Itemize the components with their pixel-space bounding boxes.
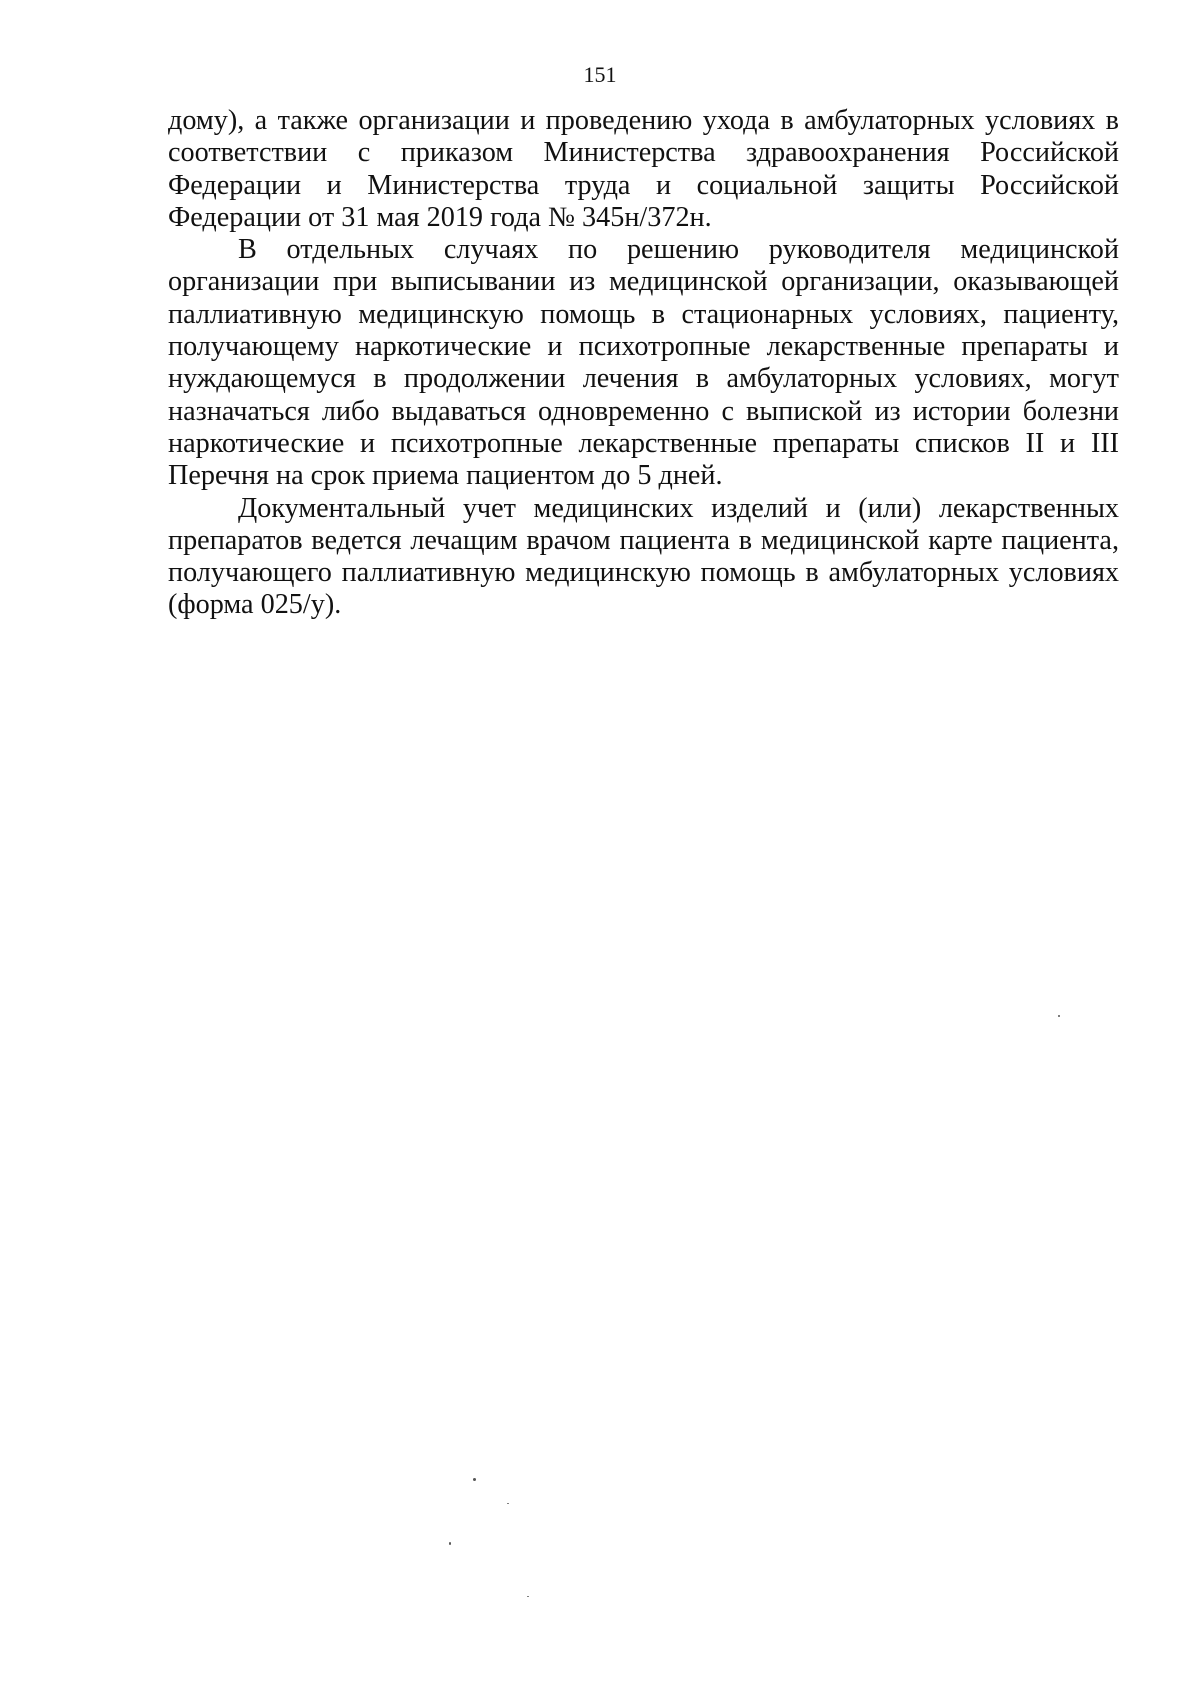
scan-speck	[527, 1596, 529, 1597]
paragraph-1	[168, 105, 1119, 234]
text-line: получающему наркотические и психотропные лекарственные препараты и	[168, 331, 1119, 363]
text-line: нуждающемуся в продолжении лечения в амбулаторных условиях, могут	[168, 363, 1119, 395]
text-line: В отдельных случаях по решению руководителя медицинской	[238, 234, 1119, 266]
paragraph-3	[168, 493, 1119, 622]
text-line: наркотические и психотропные лекарственные препараты списков II и III	[168, 427, 1119, 459]
text-line: дому), а также организации и проведению ухода в амбулаторных условиях в	[168, 105, 1119, 136]
page-number: 151	[583, 62, 617, 87]
paragraph-2	[168, 234, 1119, 492]
text-line: организации при выписывании из медицинской организации, оказывающей	[168, 266, 1119, 298]
scan-speck	[507, 1503, 509, 1504]
text-line: Перечня на срок приема пациентом до 5 дней.	[168, 460, 723, 492]
text-line: Федерации и Министерства труда и социальной защиты Российской	[168, 169, 1119, 201]
scan-speck	[449, 1542, 451, 1545]
text-line: препаратов ведется лечащим врачом пациента в медицинской карте пациента,	[168, 524, 1119, 556]
scan-speck	[1058, 1015, 1060, 1017]
text-line: соответствии с приказом Министерства здравоохранения Российской	[168, 137, 1119, 169]
text-line: получающего паллиативную медицинскую помощь в амбулаторных условиях	[168, 557, 1119, 589]
document-body	[168, 105, 1119, 622]
scan-speck	[473, 1478, 476, 1481]
text-line: Документальный учет медицинских изделий и (или) лекарственных	[238, 492, 1119, 524]
text-line: (форма 025/у).	[168, 589, 342, 621]
text-line: назначаться либо выдаваться одновременно с выпиской из истории болезни	[168, 395, 1119, 427]
text-line: паллиативную медицинскую помощь в стационарных условиях, пациенту,	[168, 298, 1119, 330]
text-line: Федерации от 31 мая 2019 года № 345н/372н.	[168, 201, 712, 233]
